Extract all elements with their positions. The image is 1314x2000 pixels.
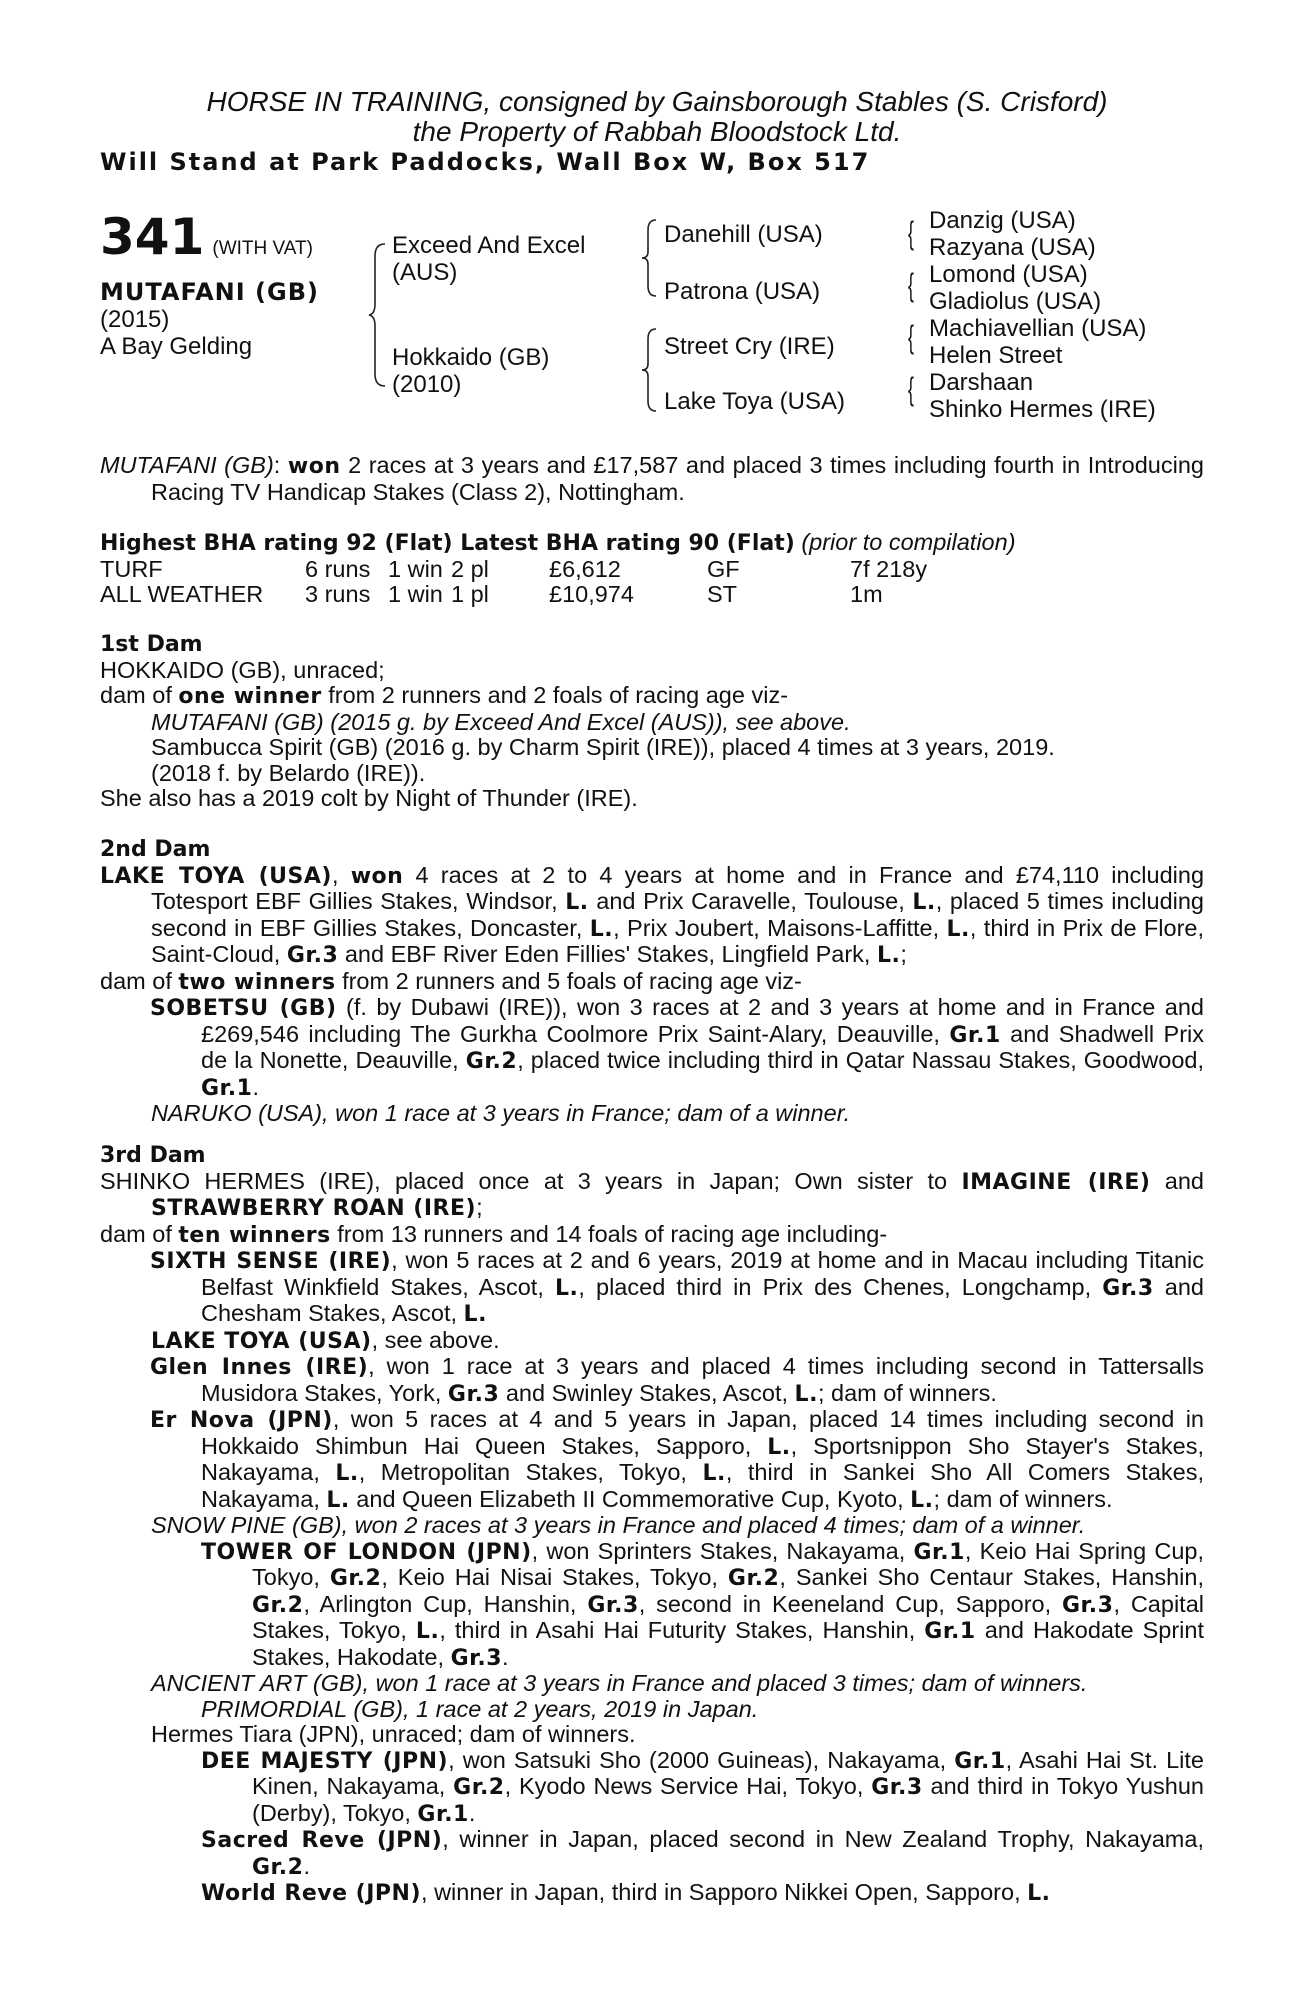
sire-line-brace [638, 216, 660, 300]
first-dam-heading: 1st Dam [100, 632, 203, 657]
rating-block [100, 530, 1204, 607]
list-item: Hermes Tiara (JPN), unraced; dam of winners. [151, 1721, 636, 1747]
list-item: dam of two winners from 2 runners and 5 foals of racing age viz- [100, 967, 802, 995]
list-item: Glen Innes (IRE), won 1 race at 3 years and placed 4 times including second in Tattersalls Musidora Stakes, York, Gr.3 and Swinley Stakes, Ascot, L.; dam of winners. [150, 1353, 1204, 1407]
g3-4: Gladiolus (USA) [929, 288, 1102, 315]
sire-dam-brace [365, 240, 389, 390]
consignor-line: HORSE IN TRAINING, consigned by Gainsborough Stables (S. Crisford) [206, 86, 1108, 117]
list-item: NARUKO (USA), won 1 race at 3 years in France; dam of a winner. [151, 1100, 851, 1126]
list-item: Er Nova (JPN), won 5 races at 4 and 5 years in Japan, placed 14 times including second in Hokkaido Shimbun Hai Queen Stakes, Sapporo, L., Sportsnippon Sho Stayer's Stakes, Nakayama, L., Metropolitan Stakes, Tokyo, L., third in Sankei Sho All Comers Stakes, Nakayama, L. and Queen Elizabeth II Commemorative Cup, Kyoto, L.; dam of winners. [150, 1406, 1204, 1513]
g3-7: Darshaan [929, 369, 1034, 396]
second-dam-heading: 2nd Dam [100, 837, 211, 862]
g3-5: Machiavellian (USA) [929, 315, 1147, 342]
rating-table [100, 557, 927, 607]
dam-sire: Street Cry (IRE) [664, 333, 835, 360]
dam-dam: Lake Toya (USA) [664, 388, 845, 415]
sire-dam: Patrona (USA) [664, 278, 821, 305]
list-item: SIXTH SENSE (IRE), won 5 races at 2 and 6 years, 2019 at home and in Macau including Titanic Belfast Winkfield Stakes, Ascot, L., placed third in Prix des Chenes, Longchamp, Gr.3 and Chesham Stakes, Ascot, L. [150, 1247, 1205, 1327]
list-item: Sacred Reve (JPN), winner in Japan, placed second in New Zealand Trophy, Nakayama, Gr.2. [201, 1826, 1204, 1880]
list-item: SNOW PINE (GB), won 2 races at 3 years in France and placed 4 times; dam of a winner. [151, 1512, 1086, 1538]
list-item: dam of one winner from 2 runners and 2 foals of racing age viz- [100, 682, 789, 709]
second-dam-section [100, 837, 1204, 1127]
list-item: DEE MAJESTY (JPN), won Satsuki Sho (2000 Guineas), Nakayama, Gr.1, Asahi Hai St. Lite Kinen, Nakayama, Gr.2, Kyodo News Service Hai, Tokyo, Gr.3 and third in Tokyo Yushun (Derby), Tokyo, Gr.1. [201, 1746, 1205, 1827]
rating-note: (prior to compilation) [801, 529, 1016, 555]
list-item: LAKE TOYA (USA), see above. [151, 1326, 500, 1354]
horse-name: MUTAFANI (GB) [100, 278, 319, 306]
sire-sire: Danehill (USA) [664, 221, 823, 248]
list-item: PRIMORDIAL (GB), 1 race at 2 years, 2019 in Japan. [201, 1695, 759, 1722]
g3-3: Lomond (USA) [929, 261, 1088, 288]
table-row: ALL WEATHER 3 runs 1 win 1 pl £10,974 ST 1m [100, 580, 883, 607]
race-summary [100, 453, 1204, 505]
lot-number-block [100, 208, 313, 266]
third-generation [929, 207, 1156, 423]
stand-location: Will Stand at Park Paddocks, Wall Box W, Box 517 [100, 148, 871, 176]
table-row: TURF 6 runs 1 win 2 pl £6,612 GF 7f 218y [100, 555, 928, 582]
vat-note: (WITH VAT) [212, 238, 313, 259]
list-item: SHINKO HERMES (IRE), placed once at 3 years in Japan; Own sister to IMAGINE (IRE) and STRAWBERRY ROAN (IRE); [100, 1167, 1205, 1221]
third-dam-heading: 3rd Dam [100, 1143, 206, 1168]
list-item: Sambucca Spirit (GB) (2016 g. by Charm Spirit (IRE)), placed 4 times at 3 years, 2019. [151, 734, 1055, 760]
first-dam-section [100, 632, 1204, 812]
summary-horse: MUTAFANI (GB) [100, 452, 274, 478]
list-item: LAKE TOYA (USA), won 4 races at 2 to 4 years at home and in France and £74,110 including Totesport EBF Gillies Stakes, Windsor, L. and Prix Caravelle, Toulouse, L., placed 5 times including second in EBF Gillies Stakes, Doncaster, L., Prix Joubert, Maisons-Laffitte, L., third in Prix de Flore, Saint-Cloud, Gr.3 and EBF River Eden Fillies' Stakes, Lingfield Park, L.; [100, 861, 1205, 968]
list-item: HOKKAIDO (GB), unraced; [100, 656, 385, 683]
horse-description: A Bay Gelding [100, 333, 253, 360]
list-item: TOWER OF LONDON (JPN), won Sprinters Stakes, Nakayama, Gr.1, Keio Hai Spring Cup, Tokyo, Gr.2, Keio Hai Nisai Stakes, Tokyo, Gr.2, Sankei Sho Centaur Stakes, Hanshin, Gr.2, Arlington Cup, Hanshin, Gr.3, second in Keeneland Cup, Sapporo, Gr.3, Capital Stakes, Tokyo, L., third in Asahi Hai Futurity Stakes, Hanshin, Gr.1 and Hakodate Sprint Stakes, Hakodate, Gr.3. [201, 1537, 1204, 1671]
bha-rating: Highest BHA rating 92 (Flat) Latest BHA rating 90 (Flat) [100, 531, 795, 556]
dam-name: Hokkaido (GB) (2010) [392, 344, 550, 398]
g3-8: Shinko Hermes (IRE) [929, 396, 1156, 423]
lot-number: 341 [100, 208, 205, 266]
list-item: MUTAFANI (GB) (2015 g. by Exceed And Excel (AUS)), see above. [151, 708, 851, 735]
summary-text: : won 2 races at 3 years and £17,587 and placed 3 times including fourth in Introducing Racing TV Handicap Stakes (Class 2), Nottingham. [151, 452, 1204, 505]
list-item: ANCIENT ART (GB), won 1 race at 3 years in France and placed 3 times; dam of winners. [151, 1670, 1088, 1696]
g3-6: Helen Street [929, 342, 1063, 369]
list-item: dam of ten winners from 13 runners and 14 foals of racing age including- [100, 1220, 888, 1248]
list-item: (2018 f. by Belardo (IRE)). [151, 759, 426, 786]
dam-line-brace [638, 325, 660, 415]
owner-line: the Property of Rabbah Bloodstock Ltd. [412, 116, 902, 147]
g3-2: Razyana (USA) [929, 234, 1096, 261]
g3-braces: { { { { [908, 215, 914, 407]
sire-name: Exceed And Excel (AUS) [392, 232, 586, 286]
g3-1: Danzig (USA) [929, 207, 1076, 234]
list-item: She also has a 2019 colt by Night of Thunder (IRE). [100, 785, 638, 811]
foaling-year: (2015) [100, 306, 170, 333]
list-item: World Reve (JPN), winner in Japan, third in Sapporo Nikkei Open, Sapporo, L. [201, 1879, 1051, 1906]
list-item: SOBETSU (GB) (f. by Dubawi (IRE)), won 3 races at 2 and 3 years at home and in France and £269,546 including The Gurkha Coolmore Prix Saint-Alary, Deauville, Gr.1 and Shadwell Prix de la Nonette, Deauville, Gr.2, placed twice including third in Qatar Nassau Stakes, Goodwood, Gr.1. [150, 994, 1204, 1101]
third-dam-section [100, 1143, 1204, 1907]
